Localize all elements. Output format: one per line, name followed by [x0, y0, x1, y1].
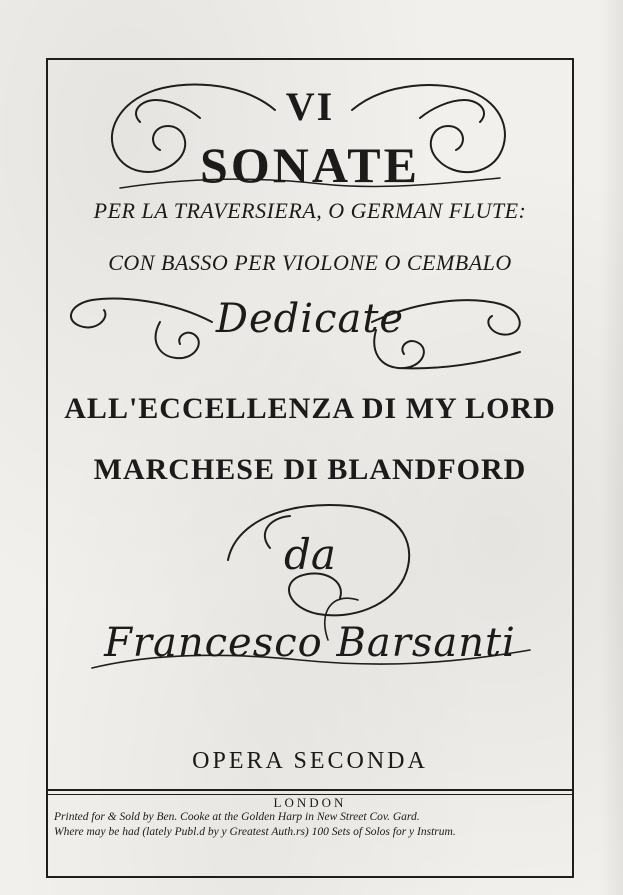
opus-number: OPERA SECONDA — [192, 748, 428, 774]
dedicatee-line-2: MARCHESE DI BLANDFORD — [93, 453, 527, 486]
subtitle-basso: CON BASSO PER VIOLONE O CEMBALO — [108, 250, 512, 275]
imprint-line-2: Where may be had (lately Publ.d by y Greatest Auth.rs) 100 Sets of Solos for y Instrum. — [54, 826, 456, 838]
subtitle-instrument: PER LA TRAVERSIERA, O GERMAN FLUTE: — [93, 198, 527, 223]
imprint-line-1: Printed for & Sold by Ben. Cooke at the Golden Harp in New Street Cov. Gard. — [54, 811, 420, 823]
imprint-city: LONDON — [273, 795, 347, 810]
composer-name: Francesco Barsanti — [104, 620, 516, 666]
title-number: VI — [285, 84, 335, 129]
by-word: da — [284, 530, 336, 579]
dedicatee-line-1: ALL'ECCELLENZA DI MY LORD — [64, 392, 556, 425]
imprint-block — [48, 789, 572, 851]
dedication-word: Dedicate — [215, 296, 405, 342]
title-heading: SONATE — [200, 137, 420, 193]
